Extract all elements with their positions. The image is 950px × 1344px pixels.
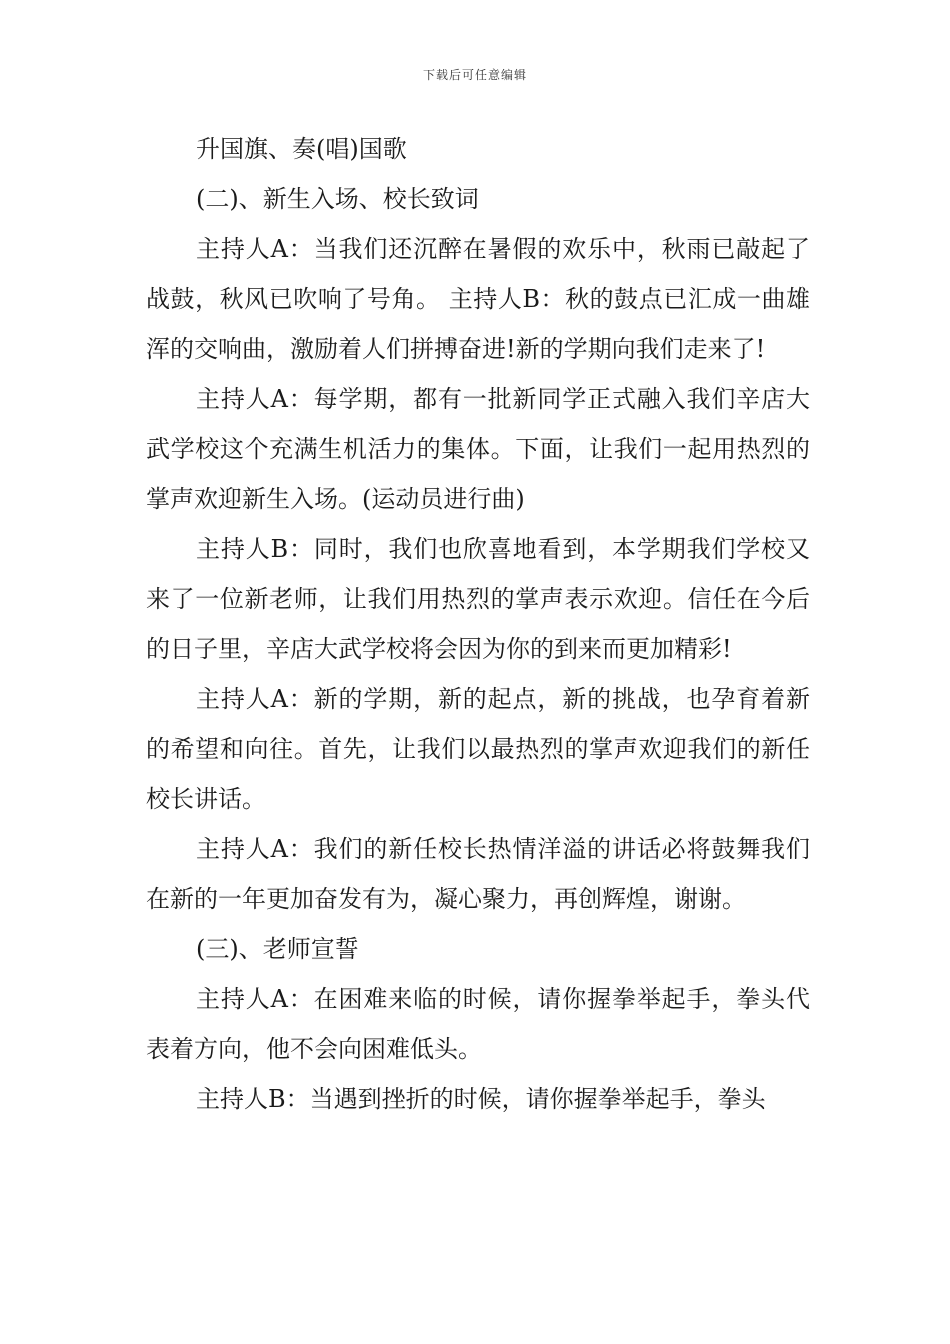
paragraph-section-three-heading: (三)、老师宣誓: [196, 935, 359, 963]
paragraph-host-a-principal-thanks: 主持人A：我们的新任校长热情洋溢的讲话必将鼓舞我们在新的一年更加奋发有为，凝心聚力，再创辉煌，谢谢。: [146, 835, 810, 913]
paragraph-host-b-setback: 主持人B：当遇到挫折的时候，请你握拳举起手，拳头: [196, 1085, 766, 1113]
header-note: 下载后可任意编辑: [422, 68, 527, 82]
paragraph-host-a-principal-intro: 主持人A：新的学期，新的起点，新的挑战，也孕育着新的希望和向往。首先，让我们以最热烈的掌声欢迎我们的新任校长讲话。: [146, 685, 810, 813]
paragraph-host-a-opening: 主持人A：当我们还沉醉在暑假的欢乐中，秋雨已敲起了战鼓，秋风已吹响了号角。 主持人B：秋的鼓点已汇成一曲雄浑的交响曲，激励着人们拼搏奋进!新的学期向我们走来了!: [146, 235, 810, 363]
paragraph-section-two-heading: (二)、新生入场、校长致词: [196, 185, 479, 213]
paragraph-flag-ceremony: 升国旗、奏(唱)国歌: [196, 135, 407, 163]
paragraph-host-b-new-teacher: 主持人B：同时，我们也欣喜地看到，本学期我们学校又来了一位新老师，让我们用热烈的掌声表示欢迎。信任在今后的日子里，辛店大武学校将会因为你的到来而更加精彩!: [146, 535, 810, 663]
paragraph-host-a-new-students: 主持人A：每学期，都有一批新同学正式融入我们辛店大武学校这个充满生机活力的集体。下面，让我们一起用热烈的掌声欢迎新生入场。(运动员进行曲): [146, 385, 810, 513]
document-body: [146, 124, 810, 1124]
paragraph-host-a-difficulty: 主持人A：在困难来临的时候，请你握拳举起手，拳头代表着方向，他不会向困难低头。: [146, 985, 810, 1063]
